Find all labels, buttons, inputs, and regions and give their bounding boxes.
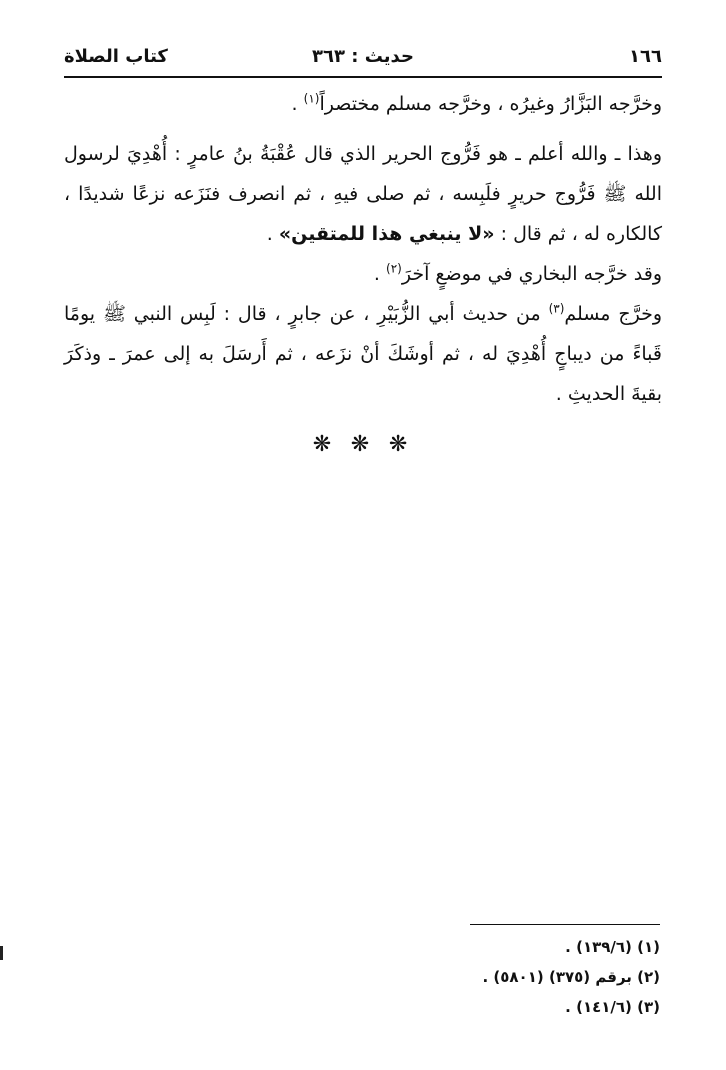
hadith-quote: «لا ينبغي هذا للمتقين»: [278, 223, 495, 245]
paragraph-1: [64, 84, 662, 124]
book-title: كتاب الصلاة: [64, 46, 168, 67]
paragraph-4-tail: من حديث أبي الزُّبَيْرِ ، عن جابرٍ ، قال : لَبِس النبي ﷺ يومًا قَباءً من ديباجٍ أُهْدِيَ له ، ثم أوشَكَ أنْ نزَعه ، ثم أَرسَلَ به إلى عمرَ ـ وذكَرَ بقيةَ الحديثِ .: [64, 303, 662, 405]
footnote-2: (٢) برقم (٣٧٥) (٥٨٠١) .: [482, 968, 660, 986]
footnote-3: (٣) (١٤١/٦) .: [565, 998, 660, 1016]
paragraph-4-text: وخرَّج مسلم: [564, 303, 662, 325]
footnote-ref-2: (٢): [386, 261, 402, 276]
footnote-rule: [470, 924, 660, 925]
footnote-ref-1: (١): [303, 91, 320, 106]
paragraph-3-tail: .: [373, 263, 387, 285]
paragraph-2-tail: .: [266, 223, 279, 245]
paragraph-4: [64, 294, 662, 414]
scan-edge-mark: [0, 946, 3, 960]
section-separator: ❋ ❋ ❋: [312, 432, 414, 457]
header-rule: [64, 76, 662, 78]
paragraph-3-text: وقد خرَّجه البخاري في موضعٍ آخرَ: [401, 263, 662, 285]
footnote-1: (١) (١٣٩/٦) .: [565, 938, 660, 956]
hadith-number: حديث : ٣٦٣: [312, 46, 414, 67]
page-header: [64, 40, 662, 74]
paragraph-1-text: وخرَّجه البَزَّارُ وغيرُه ، وخرَّجه مسلم مختصراً: [319, 93, 662, 115]
main-text: [64, 84, 662, 414]
paragraph-3: [64, 254, 662, 294]
paragraph-2: [64, 134, 662, 254]
page-number: ١٦٦: [629, 46, 662, 67]
footnote-ref-3: (٣): [548, 301, 565, 316]
footnotes: [360, 932, 660, 1022]
paragraph-1-tail: .: [291, 93, 304, 115]
paragraph-2-text: وهذا ـ والله أعلم ـ هو فَرُّوج الحرير الذي قال عُقْبَةُ بنُ عامرٍ : أُهْدِيَ لرسول الله ﷺ فَرُّوج حريرٍ فلَبِسه ، ثم صلى فيهِ ، ثم انصرف فنَزَعه نزعًا شديدًا ، كالكاره له ، ثم قال :: [64, 143, 662, 245]
